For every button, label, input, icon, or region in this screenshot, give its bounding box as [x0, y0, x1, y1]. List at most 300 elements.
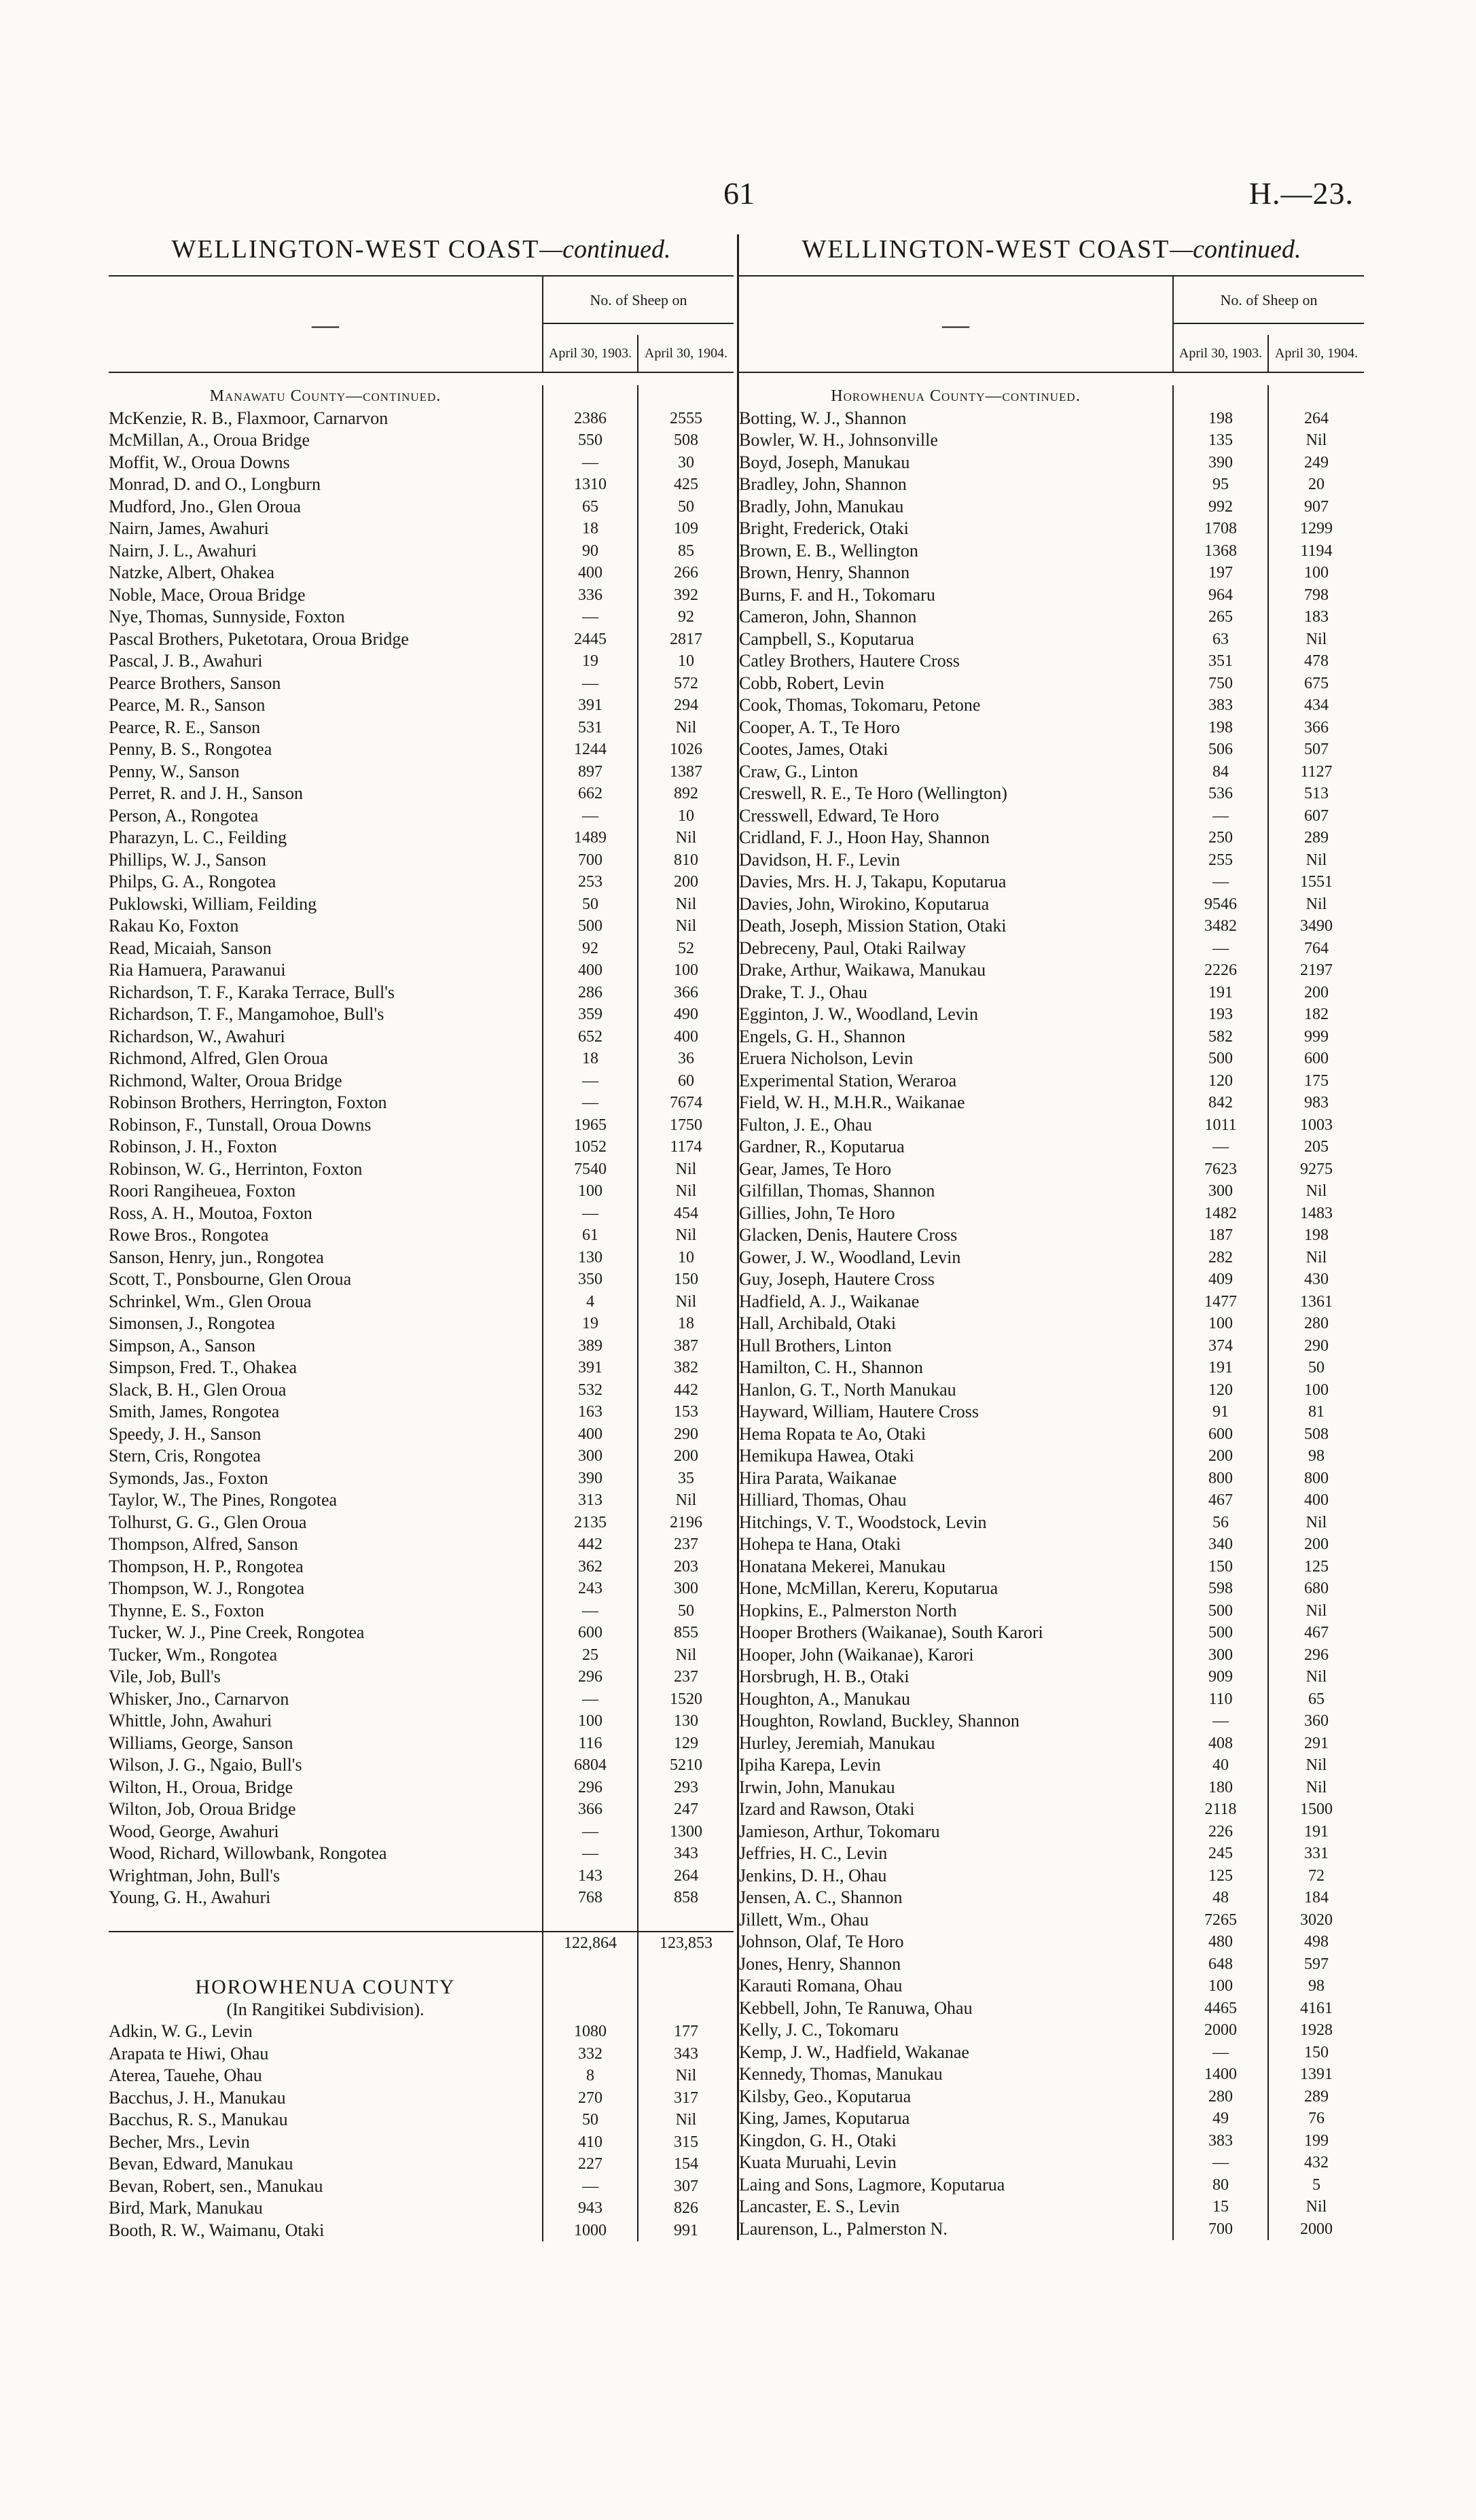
holder-name: Egginton, J. W., Woodland, Levin — [739, 1004, 1174, 1026]
table-row — [109, 783, 734, 805]
holder-name: Hall, Archibald, Otaki — [739, 1313, 1174, 1335]
sheep-1904: 65 — [1308, 1690, 1325, 1708]
sheep-1903: 897 — [543, 761, 638, 783]
table-row — [739, 650, 1364, 673]
sheep-1903: 389 — [543, 1335, 638, 1357]
holder-name: Kebbell, John, Te Ranuwa, Ohau — [739, 1998, 1174, 2020]
sheep-1904: 184 — [1304, 1889, 1329, 1906]
sheep-1903: 65 — [543, 496, 638, 518]
table-row — [109, 1158, 734, 1181]
sheep-1904: 289 — [1304, 2087, 1329, 2106]
left-header-1903: April 30, 1903. — [543, 335, 638, 372]
sheep-1903: 200 — [1174, 1445, 1269, 1468]
holder-name: Lancaster, E. S., Levin — [739, 2196, 1174, 2218]
sheep-1903: 2118 — [1174, 1798, 1269, 1821]
sheep-1903: 409 — [1174, 1268, 1269, 1291]
table-row — [109, 1533, 734, 1556]
sheep-1903: 56 — [1174, 1512, 1269, 1534]
sheep-1904: Nil — [1306, 1778, 1327, 1796]
table-row — [109, 474, 734, 496]
sheep-1903: — — [1174, 871, 1269, 893]
sheep-1904: 467 — [1304, 1624, 1329, 1641]
left-spacer — [109, 1909, 734, 1932]
sheep-1904: 191 — [1304, 1822, 1329, 1841]
sheep-1903: 3482 — [1174, 915, 1269, 938]
right-header-1904: April 30, 1904. — [1274, 346, 1358, 361]
sheep-1904: 2196 — [670, 1513, 702, 1531]
table-row — [109, 2220, 734, 2242]
sheep-1904: Nil — [675, 1491, 697, 1509]
sheep-1903: 800 — [1174, 1468, 1269, 1490]
sheep-1904: 280 — [1304, 1315, 1329, 1332]
left-heading-suffix: —continued. — [539, 235, 671, 264]
table-row — [109, 584, 734, 607]
holder-name: Kilsby, Geo., Koputarua — [739, 2086, 1174, 2108]
sheep-1904: 98 — [1308, 1447, 1325, 1465]
table-row — [739, 694, 1364, 717]
holder-name: Jensen, A. C., Shannon — [739, 1887, 1174, 1909]
table-row — [109, 1512, 734, 1534]
table-row — [739, 452, 1364, 474]
sheep-1903: 362 — [543, 1556, 638, 1578]
sheep-1904: 1750 — [670, 1116, 702, 1134]
sheep-1903: — — [543, 673, 638, 695]
table-row — [739, 849, 1364, 872]
sheep-1903: 191 — [1174, 1357, 1269, 1379]
sheep-1904: Nil — [675, 2067, 697, 2084]
sheep-1904: 237 — [674, 1536, 698, 1553]
table-row — [109, 562, 734, 584]
holder-name: Hanlon, G. T., North Manukau — [739, 1379, 1174, 1402]
holder-name: Read, Micaiah, Sanson — [109, 938, 543, 960]
table-row — [739, 805, 1364, 828]
sheep-1903: 531 — [543, 717, 638, 739]
sheep-1903: 265 — [1174, 606, 1269, 628]
right-header-dash: — — [739, 277, 1174, 372]
table-row — [739, 2130, 1364, 2152]
sheep-1904: 1387 — [670, 762, 702, 781]
sheep-1903: 332 — [543, 2043, 638, 2065]
holder-name: Ria Hamuera, Parawanui — [109, 959, 543, 982]
sheep-1903: 300 — [543, 1445, 638, 1468]
sheep-1904: 607 — [1304, 806, 1329, 825]
sheep-1904: 183 — [1304, 608, 1329, 626]
sheep-1904: 290 — [674, 1425, 698, 1443]
table-row — [739, 1158, 1364, 1181]
sheep-1903: 1310 — [543, 474, 638, 496]
sheep-1904: 317 — [674, 2089, 698, 2107]
holder-name: Monrad, D. and O., Longburn — [109, 474, 543, 496]
table-row — [109, 1357, 734, 1379]
holder-name: Richardson, T. F., Mangamohoe, Bull's — [109, 1004, 543, 1026]
sheep-1904: 1174 — [670, 1138, 702, 1156]
right-subheading-text: Horowhenua County—continued. — [739, 385, 1174, 408]
sheep-1903: 116 — [543, 1733, 638, 1755]
sheep-1904: 199 — [1304, 2131, 1329, 2150]
holder-name: Richmond, Walter, Oroua Bridge — [109, 1070, 543, 1093]
left-total-row — [109, 1931, 734, 1955]
holder-name: Bright, Frederick, Otaki — [739, 518, 1174, 540]
table-row — [739, 1931, 1364, 1953]
table-row — [739, 1136, 1364, 1158]
sheep-1904: 109 — [674, 520, 698, 537]
sheep-1904: Nil — [675, 1292, 697, 1311]
sheep-1903: — — [543, 1843, 638, 1865]
sheep-1903: 296 — [543, 1666, 638, 1688]
table-row — [739, 1556, 1364, 1578]
sheep-1904: 35 — [678, 1469, 694, 1487]
sheep-1904: Nil — [675, 917, 697, 935]
table-row — [109, 1048, 734, 1070]
sheep-1904: 1391 — [1300, 2065, 1333, 2083]
sheep-1903: 1000 — [543, 2220, 638, 2242]
sheep-1904: 150 — [1304, 2043, 1329, 2061]
sheep-1903: 600 — [1174, 1423, 1269, 1446]
table-row — [739, 1644, 1364, 1667]
holder-name: Jeffries, H. C., Levin — [739, 1843, 1174, 1865]
sheep-1904: Nil — [675, 1160, 697, 1178]
sheep-1904: 764 — [1304, 939, 1329, 957]
table-row — [109, 1004, 734, 1026]
sheep-1903: 408 — [1174, 1733, 1269, 1755]
sheep-1904: 266 — [674, 564, 698, 582]
holder-name: Wilton, Job, Oroua Bridge — [109, 1798, 543, 1821]
sheep-1904: 150 — [674, 1271, 698, 1288]
sheep-1903: 550 — [543, 429, 638, 452]
holder-name: Thompson, H. P., Rongotea — [109, 1556, 543, 1578]
holder-name: Hema Ropata te Ao, Otaki — [739, 1423, 1174, 1446]
table-row — [739, 1379, 1364, 1402]
holder-name: Houghton, Rowland, Buckley, Shannon — [739, 1710, 1174, 1733]
sheep-1903: 40 — [1174, 1754, 1269, 1777]
table-row — [739, 2196, 1364, 2218]
sheep-1903: 84 — [1174, 761, 1269, 783]
sheep-1904: 1520 — [670, 1690, 702, 1708]
sheep-1904: 200 — [1304, 983, 1329, 1001]
sheep-1904: 597 — [1304, 1955, 1329, 1973]
sheep-1903: 90 — [543, 540, 638, 563]
sheep-1903: 18 — [543, 1048, 638, 1070]
sheep-1903: 7623 — [1174, 1158, 1269, 1181]
table-row — [739, 1180, 1364, 1203]
holder-name: Penny, B. S., Rongotea — [109, 739, 543, 761]
sheep-1904: 2000 — [1300, 2220, 1333, 2238]
holder-name: Cook, Thomas, Tokomaru, Petone — [739, 694, 1174, 717]
table-row — [109, 1754, 734, 1777]
sheep-1903: 80 — [1174, 2174, 1269, 2197]
table-row — [109, 1688, 734, 1711]
holder-name: Experimental Station, Weraroa — [739, 1070, 1174, 1093]
sheep-1903: — — [1174, 1710, 1269, 1733]
holder-name: Fulton, J. E., Ohau — [739, 1114, 1174, 1137]
table-row — [739, 2086, 1364, 2108]
sheep-1903: 100 — [543, 1710, 638, 1733]
sheep-1903: 313 — [543, 1489, 638, 1512]
table-row — [109, 673, 734, 695]
table-row — [739, 1468, 1364, 1490]
holder-name: King, James, Koputarua — [739, 2108, 1174, 2130]
holder-name: Izard and Rawson, Otaki — [739, 1798, 1174, 1821]
holder-name: Pearce, R. E., Sanson — [109, 717, 543, 739]
table-row — [739, 1865, 1364, 1887]
sheep-1904: 366 — [674, 983, 698, 1001]
holder-name: Schrinkel, Wm., Glen Oroua — [109, 1291, 543, 1313]
table-row — [739, 827, 1364, 849]
sheep-1904: Nil — [675, 1182, 697, 1200]
sheep-1904: 343 — [674, 2044, 698, 2063]
table-row — [739, 1821, 1364, 1843]
left-table-header — [109, 275, 734, 373]
sheep-1904: 1551 — [1300, 873, 1333, 891]
table-row — [739, 429, 1364, 452]
holder-name: Kemp, J. W., Hadfield, Wakanae — [739, 2042, 1174, 2064]
holder-name: Bradley, John, Shannon — [739, 474, 1174, 496]
sheep-1903: 909 — [1174, 1666, 1269, 1688]
table-row — [739, 1335, 1364, 1357]
sheep-1903: 442 — [543, 1533, 638, 1556]
holder-name: Nye, Thomas, Sunnyside, Foxton — [109, 606, 543, 628]
sheep-1904: 331 — [1304, 1845, 1329, 1862]
sheep-1903: 400 — [543, 1423, 638, 1446]
sheep-1903: 8 — [543, 2065, 638, 2087]
sheep-1904: 205 — [1304, 1138, 1329, 1156]
sheep-1904: 200 — [674, 873, 698, 891]
sheep-1904: 983 — [1304, 1094, 1329, 1112]
sheep-1903: 500 — [1174, 1622, 1269, 1644]
table-row — [739, 408, 1364, 430]
holder-name: McKenzie, R. B., Flaxmoor, Carnarvon — [109, 408, 543, 430]
holder-name: Stern, Cris, Rongotea — [109, 1445, 543, 1468]
sheep-1904: 289 — [1304, 829, 1329, 847]
table-row — [109, 518, 734, 540]
table-row — [739, 1247, 1364, 1269]
sheep-1904: 296 — [1304, 1646, 1329, 1664]
sheep-1904: 498 — [1304, 1933, 1329, 1951]
sheep-1903: 2226 — [1174, 959, 1269, 982]
sheep-1903: 1368 — [1174, 540, 1269, 563]
table-row — [109, 1401, 734, 1423]
table-row — [739, 1622, 1364, 1644]
sheep-1903: 250 — [1174, 827, 1269, 849]
sheep-1904: 507 — [1304, 741, 1329, 758]
table-row — [109, 1622, 734, 1644]
holder-name: Pharazyn, L. C., Feilding — [109, 827, 543, 849]
holder-name: Bradly, John, Manukau — [739, 496, 1174, 518]
sheep-1904: Nil — [1306, 431, 1327, 449]
holder-name: Taylor, W., The Pines, Rongotea — [109, 1489, 543, 1512]
table-row — [739, 474, 1364, 496]
sheep-1904: 400 — [1304, 1491, 1329, 1509]
sheep-1904: 264 — [1304, 409, 1329, 427]
table-row — [109, 1423, 734, 1446]
sheep-1903: 390 — [543, 1468, 638, 1490]
left-spacer-2 — [109, 1955, 734, 1977]
sheep-1904: 892 — [674, 785, 698, 802]
right-subheading — [739, 385, 1364, 408]
sheep-1903: 50 — [543, 893, 638, 916]
sheep-1903: — — [543, 1070, 638, 1093]
left-column — [109, 234, 734, 2241]
sheep-1903: 282 — [1174, 1247, 1269, 1269]
sheep-1904: 999 — [1304, 1027, 1329, 1046]
table-row — [109, 452, 734, 474]
table-row — [739, 717, 1364, 739]
holder-name: Guy, Joseph, Hautere Cross — [739, 1268, 1174, 1291]
sheep-1904: 92 — [678, 608, 694, 626]
table-row — [739, 1489, 1364, 1512]
holder-name: Laurenson, L., Palmerston N. — [739, 2218, 1174, 2241]
sheep-1903: 191 — [1174, 982, 1269, 1004]
table-row — [109, 1335, 734, 1357]
sheep-1904: 293 — [674, 1778, 698, 1796]
sheep-1903: 340 — [1174, 1533, 1269, 1556]
sheep-1903: 255 — [1174, 849, 1269, 872]
sheep-1903: 374 — [1174, 1335, 1269, 1357]
sheep-1903: 506 — [1174, 739, 1269, 761]
sheep-1903: 410 — [543, 2131, 638, 2154]
sheep-1904: 680 — [1304, 1580, 1329, 1597]
sheep-1904: 800 — [1304, 1469, 1329, 1487]
table-row — [739, 982, 1364, 1004]
sheep-1904: Nil — [1306, 895, 1327, 913]
sheep-1904: 425 — [674, 476, 698, 493]
sheep-1903: 1244 — [543, 739, 638, 761]
sheep-1903: — — [543, 452, 638, 474]
table-row — [739, 938, 1364, 960]
sheep-1904: 9275 — [1300, 1160, 1333, 1178]
holder-name: Thompson, Alfred, Sanson — [109, 1533, 543, 1556]
sheep-1903: — — [543, 1600, 638, 1622]
sheep-1904: 1127 — [1300, 762, 1333, 781]
table-row — [739, 1600, 1364, 1622]
sheep-1903: 296 — [543, 1777, 638, 1799]
holder-name: Jones, Henry, Shannon — [739, 1953, 1174, 1976]
table-row — [739, 1953, 1364, 1976]
sheep-1904: Nil — [1306, 1756, 1327, 1774]
table-row — [739, 584, 1364, 607]
sheep-1903: 4 — [543, 1291, 638, 1313]
table-row — [739, 783, 1364, 805]
holder-name: Engels, G. H., Shannon — [739, 1026, 1174, 1048]
sheep-1903: — — [543, 1203, 638, 1225]
holder-name: Hull Brothers, Linton — [739, 1335, 1174, 1357]
holder-name: Hooper, John (Waikanae), Karori — [739, 1644, 1174, 1667]
holder-name: Karauti Romana, Ohau — [739, 1975, 1174, 1998]
sheep-1903: — — [543, 2176, 638, 2198]
sheep-1903: 1708 — [1174, 518, 1269, 540]
holder-name: Cobb, Robert, Levin — [739, 673, 1174, 695]
left-header-1904: April 30, 1904. — [644, 346, 728, 361]
holder-name: Glacken, Denis, Hautere Cross — [739, 1224, 1174, 1247]
sheep-1903: 25 — [543, 1644, 638, 1667]
sheep-1903: 245 — [1174, 1843, 1269, 1865]
holder-name: Gower, J. W., Woodland, Levin — [739, 1247, 1174, 1269]
sheep-1903: 2386 — [543, 408, 638, 430]
sheep-1903: — — [1174, 2042, 1269, 2064]
sheep-1903: 351 — [1174, 650, 1269, 673]
holder-name: Drake, Arthur, Waikawa, Manukau — [739, 959, 1174, 982]
sheep-1903: 18 — [543, 518, 638, 540]
sheep-1904: 392 — [674, 586, 698, 604]
holder-name: Kelly, J. C., Tokomaru — [739, 2019, 1174, 2042]
holder-name: Robinson Brothers, Herrington, Foxton — [109, 1092, 543, 1114]
holder-name: Robinson, F., Tunstall, Oroua Downs — [109, 1114, 543, 1137]
sheep-1904: 2197 — [1300, 961, 1333, 979]
holder-name: Davies, John, Wirokino, Koputarua — [739, 893, 1174, 916]
table-row — [109, 540, 734, 563]
holder-name: Simonsen, J., Rongotea — [109, 1313, 543, 1335]
holder-name: Noble, Mace, Oroua Bridge — [109, 584, 543, 607]
holder-name: Bacchus, R. S., Manukau — [109, 2109, 543, 2131]
sheep-1903: 193 — [1174, 1004, 1269, 1026]
sheep-1904: 247 — [674, 1800, 698, 1818]
sheep-1904: 30 — [678, 453, 694, 472]
sheep-1904: Nil — [1306, 1513, 1327, 1531]
holder-name: Young, G. H., Awahuri — [109, 1887, 543, 1909]
holder-name: Gillies, John, Te Horo — [739, 1203, 1174, 1225]
holder-name: Sanson, Henry, jun., Rongotea — [109, 1247, 543, 1269]
sheep-1903: 280 — [1174, 2086, 1269, 2108]
holder-name: Kuata Muruahi, Levin — [739, 2152, 1174, 2174]
table-row — [739, 1578, 1364, 1600]
table-row — [109, 1268, 734, 1291]
holder-name: Houghton, A., Manukau — [739, 1688, 1174, 1711]
sheep-1903: 226 — [1174, 1821, 1269, 1843]
sheep-1904: 1483 — [1300, 1204, 1333, 1222]
holder-name: Symonds, Jas., Foxton — [109, 1468, 543, 1490]
sheep-1903: 600 — [543, 1622, 638, 1644]
holder-name: Pascal, J. B., Awahuri — [109, 650, 543, 673]
left-header-group: No. of Sheep on — [543, 277, 734, 324]
table-row — [109, 1114, 734, 1137]
sheep-1904: 2555 — [670, 409, 702, 427]
sheep-1903: 19 — [543, 650, 638, 673]
sheep-1903: 391 — [543, 1357, 638, 1379]
sheep-1904: 20 — [1308, 476, 1325, 493]
table-row — [109, 761, 734, 783]
right-column — [737, 234, 1364, 2240]
sheep-1903: 598 — [1174, 1578, 1269, 1600]
table-row — [739, 1909, 1364, 1932]
sheep-1904: 1194 — [1300, 542, 1333, 560]
holder-name: Robinson, W. G., Herrinton, Foxton — [109, 1158, 543, 1181]
holder-name: Jenkins, D. H., Ohau — [739, 1865, 1174, 1887]
sheep-1903: 163 — [543, 1401, 638, 1423]
holder-name: Simpson, A., Sanson — [109, 1335, 543, 1357]
holder-name: Hitchings, V. T., Woodstock, Levin — [739, 1512, 1174, 1534]
table-row — [739, 1423, 1364, 1446]
sheep-1903: 842 — [1174, 1092, 1269, 1114]
holder-name: Whittle, John, Awahuri — [109, 1710, 543, 1733]
sheep-1904: 18 — [678, 1315, 694, 1332]
table-row — [109, 1777, 734, 1799]
sheep-1904: 360 — [1304, 1712, 1329, 1730]
page-number: 61 — [723, 176, 755, 211]
sheep-1904: Nil — [1306, 1601, 1327, 1620]
table-row — [109, 982, 734, 1004]
sheep-1903: 4465 — [1174, 1998, 1269, 2020]
holder-name: Irwin, John, Manukau — [739, 1777, 1174, 1799]
sheep-1904: 442 — [674, 1381, 698, 1399]
table-row — [739, 1203, 1364, 1225]
table-row — [739, 1798, 1364, 1821]
sheep-1904: 300 — [674, 1580, 698, 1597]
sheep-1904: 81 — [1308, 1403, 1325, 1421]
sheep-1903: 49 — [1174, 2108, 1269, 2130]
sheep-1904: 36 — [678, 1050, 694, 1067]
table-row — [739, 959, 1364, 982]
sheep-1904: 400 — [674, 1027, 698, 1046]
